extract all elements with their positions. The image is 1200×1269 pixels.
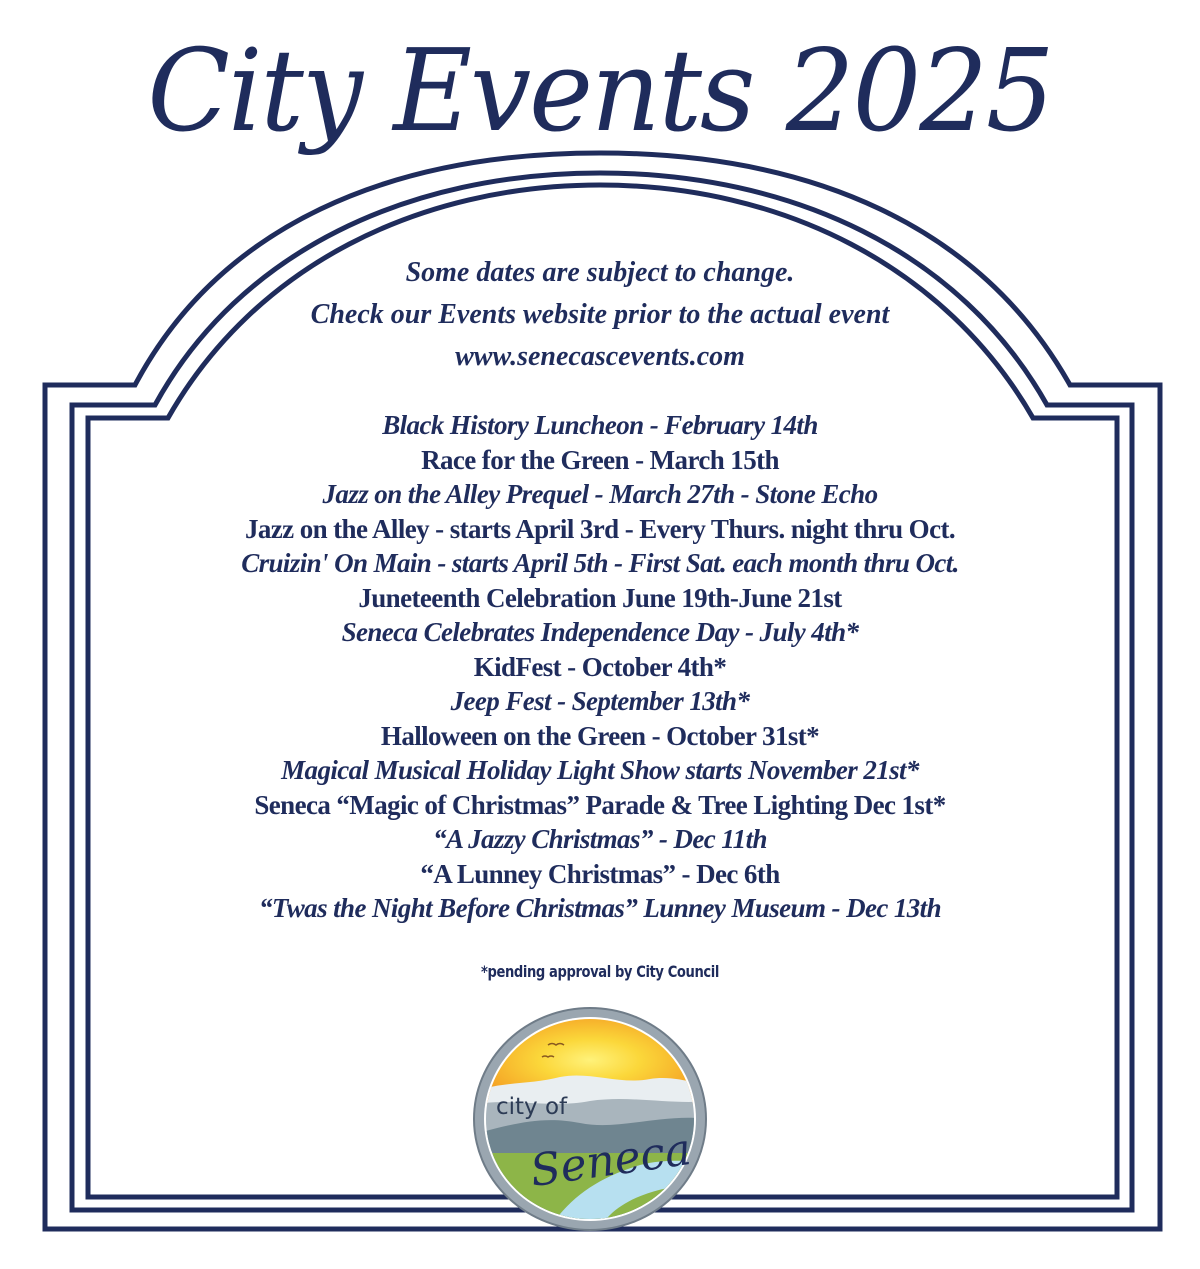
event-item: Cruizin' On Main - starts April 5th - First Sat. each month thru Oct.: [241, 548, 959, 578]
logo-city-of: city of: [496, 1094, 568, 1120]
event-item: Halloween on the Green - October 31st*: [380, 720, 820, 751]
notice-block: [0, 252, 1200, 378]
event-item: “A Lunney Christmas” - Dec 6th: [420, 858, 780, 889]
event-item: Juneteenth Celebration June 19th-June 21st: [358, 582, 842, 613]
event-item: Seneca “Magic of Christmas” Parade & Tree Lighting Dec 1st*: [254, 789, 946, 820]
event-item: Black History Luncheon - February 14th: [382, 410, 818, 440]
event-item: “A Jazzy Christmas” - Dec 11th: [433, 824, 767, 854]
notice-line-1: Some dates are subject to change.: [405, 257, 795, 288]
event-item: Jeep Fest - September 13th*: [450, 686, 750, 716]
page-title: City Events 2025: [147, 25, 1053, 158]
event-item: “Twas the Night Before Christmas” Lunney Museum - Dec 13th: [258, 893, 942, 923]
footnote: *pending approval by City Council: [481, 962, 719, 981]
event-item: Race for the Green - March 15th: [421, 444, 779, 475]
notice-line-2: Check our Events website prior to the actual event: [310, 299, 890, 330]
event-item: Seneca Celebrates Independence Day - July 4th*: [341, 617, 859, 647]
event-item: KidFest - October 4th*: [473, 651, 727, 682]
website-link[interactable]: www.senecascevents.com: [455, 341, 745, 372]
event-item: Jazz on the Alley - starts April 3rd - Every Thurs. night thru Oct.: [244, 513, 956, 544]
logo-seneca: Seneca: [527, 1124, 695, 1197]
event-item: Magical Musical Holiday Light Show starts November 21st*: [281, 755, 919, 785]
event-item: Jazz on the Alley Prequel - March 27th - Stone Echo: [322, 479, 878, 509]
events-list: [0, 408, 1200, 926]
